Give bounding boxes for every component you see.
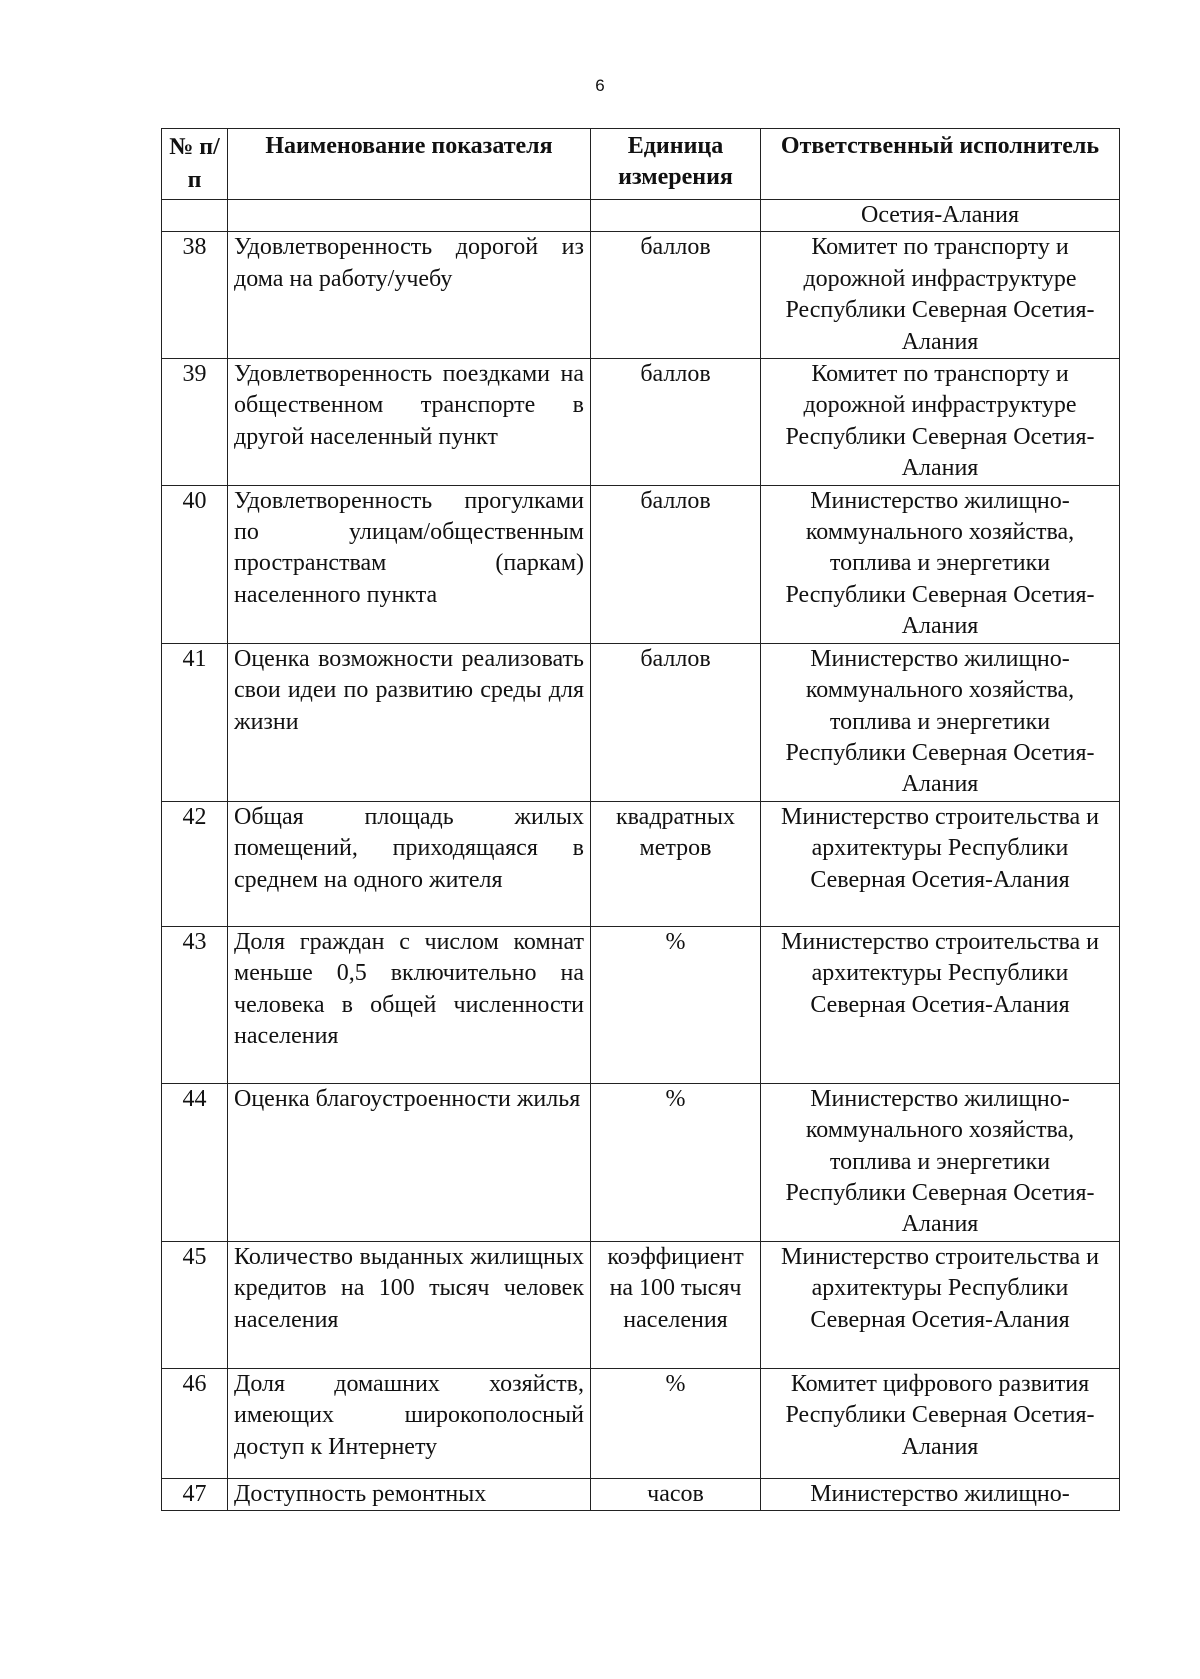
cell-number: 41 — [162, 643, 228, 801]
cell-unit: баллов — [591, 359, 761, 486]
cell-name: Доля домашних хозяйств, имеющих широкополосный доступ к Интернету — [228, 1368, 591, 1478]
header-number: № п/п — [162, 129, 228, 200]
cell-unit: квадратных метров — [591, 801, 761, 926]
cell-number: 39 — [162, 359, 228, 486]
table-body — [162, 200, 1120, 1511]
cell-name: Удовлетворенность дорогой из дома на работу/учебу — [228, 232, 591, 359]
page-number: 6 — [595, 76, 605, 95]
cell-responsible: Министерство строительства и архитектуры Республики Северная Осетия-Алания — [761, 926, 1120, 1083]
cell-responsible: Комитет по транспорту и дорожной инфраструктуре Республики Северная Осетия-Алания — [761, 359, 1120, 486]
header-row — [162, 129, 1120, 200]
cell-number: 40 — [162, 485, 228, 643]
cell-unit: баллов — [591, 643, 761, 801]
cell-name: Общая площадь жилых помещений, приходящаяся в среднем на одного жителя — [228, 801, 591, 926]
cell-responsible: Комитет цифрового развития Республики Северная Осетия-Алания — [761, 1368, 1120, 1478]
continuation-row — [162, 200, 1120, 232]
cell-name: Оценка возможности реализовать свои идеи по развитию среды для жизни — [228, 643, 591, 801]
cell-unit: % — [591, 1368, 761, 1478]
cell-number — [162, 200, 228, 232]
cell-number: 47 — [162, 1478, 228, 1510]
cell-name: Удовлетворенность прогулками по улицам/общественным пространствам (паркам) населенного пункта — [228, 485, 591, 643]
cell-unit: % — [591, 926, 761, 1083]
cell-responsible: Министерство жилищно- — [761, 1478, 1120, 1510]
cell-name: Доступность ремонтных — [228, 1478, 591, 1510]
table-row — [162, 1478, 1120, 1510]
cell-unit — [591, 200, 761, 232]
table-row — [162, 1083, 1120, 1241]
header-name: Наименование показателя — [228, 129, 591, 200]
table-row — [162, 926, 1120, 1083]
indicators-table — [161, 128, 1120, 1511]
table-header — [162, 129, 1120, 200]
cell-unit: баллов — [591, 232, 761, 359]
cell-name: Доля граждан с числом комнат меньше 0,5 включительно на человека в общей численности населения — [228, 926, 591, 1083]
cell-unit: коэффициент на 100 тысяч населения — [591, 1241, 761, 1368]
table-row — [162, 1368, 1120, 1478]
cell-unit: % — [591, 1083, 761, 1241]
cell-number: 42 — [162, 801, 228, 926]
cell-responsible: Министерство жилищно-коммунального хозяйства, топлива и энергетики Республики Северная Осетия-Алания — [761, 1083, 1120, 1241]
cell-responsible: Министерство жилищно-коммунального хозяйства, топлива и энергетики Республики Северная Осетия-Алания — [761, 643, 1120, 801]
cell-responsible: Министерство жилищно-коммунального хозяйства, топлива и энергетики Республики Северная Осетия-Алания — [761, 485, 1120, 643]
cell-unit: часов — [591, 1478, 761, 1510]
cell-number: 43 — [162, 926, 228, 1083]
cell-name — [228, 200, 591, 232]
cell-number: 45 — [162, 1241, 228, 1368]
table-row — [162, 232, 1120, 359]
cell-number: 38 — [162, 232, 228, 359]
cell-number: 44 — [162, 1083, 228, 1241]
cell-number: 46 — [162, 1368, 228, 1478]
cell-name: Количество выданных жилищных кредитов на 100 тысяч человек населения — [228, 1241, 591, 1368]
cell-name: Оценка благоустроенности жилья — [228, 1083, 591, 1241]
table-row — [162, 643, 1120, 801]
cell-unit: баллов — [591, 485, 761, 643]
cell-responsible: Министерство строительства и архитектуры Республики Северная Осетия-Алания — [761, 1241, 1120, 1368]
table-row — [162, 1241, 1120, 1368]
table-row — [162, 485, 1120, 643]
cell-responsible: Министерство строительства и архитектуры Республики Северная Осетия-Алания — [761, 801, 1120, 926]
table-row — [162, 801, 1120, 926]
table-row — [162, 359, 1120, 486]
cell-responsible: Осетия-Алания — [761, 200, 1120, 232]
cell-responsible: Комитет по транспорту и дорожной инфраструктуре Республики Северная Осетия-Алания — [761, 232, 1120, 359]
cell-name: Удовлетворенность поездками на общественном транспорте в другой населенный пункт — [228, 359, 591, 486]
header-responsible: Ответственный исполнитель — [761, 129, 1120, 200]
header-unit: Единица измерения — [591, 129, 761, 200]
